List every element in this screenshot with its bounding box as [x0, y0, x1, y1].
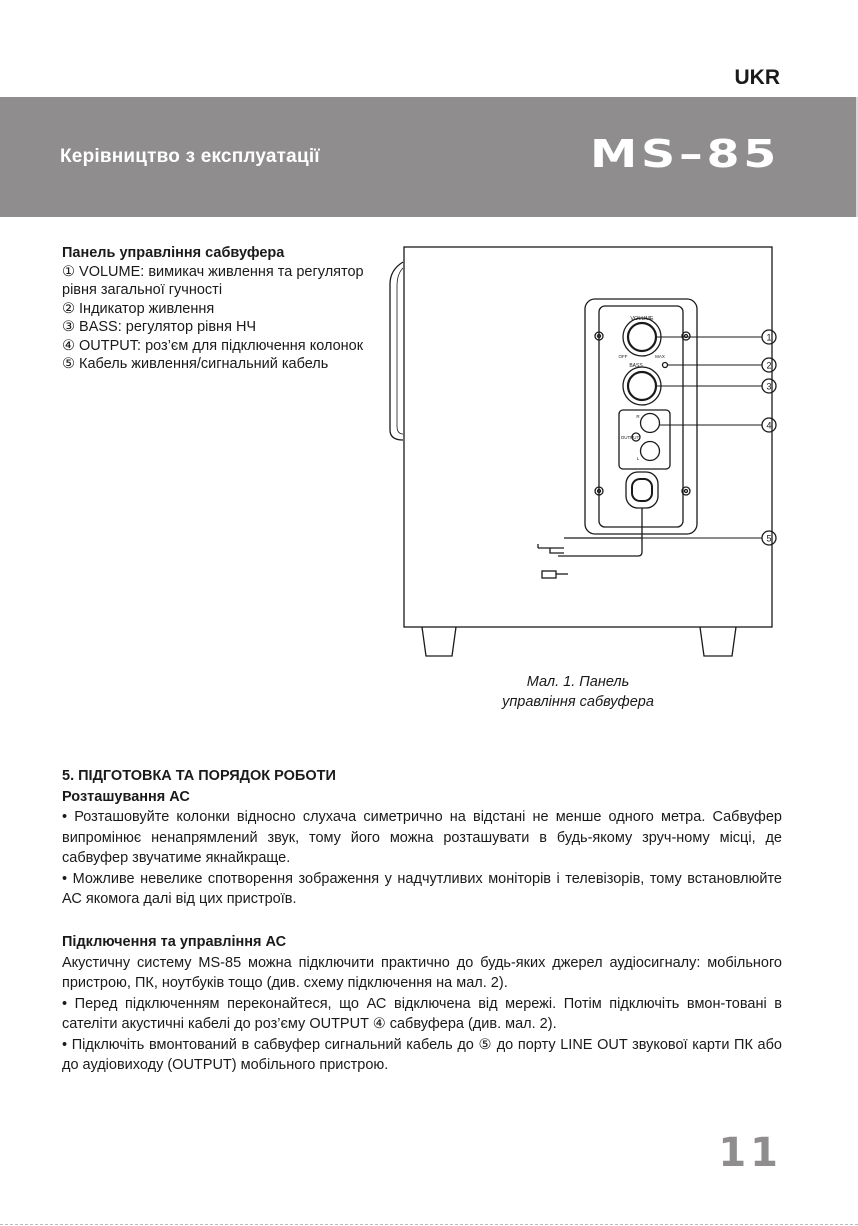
callout-5-number: 5 — [766, 533, 772, 544]
l-label: L — [636, 456, 640, 461]
off-label: OFF — [618, 354, 628, 359]
callout-4-number: 4 — [766, 420, 772, 431]
connection-section — [62, 932, 782, 1076]
output-jack-r — [641, 414, 660, 433]
panel-item-indicator: ② Індикатор живлення — [62, 300, 215, 317]
connection-paragraph-1: Акустичну систему MS-85 можна підключити практично до будь-яких джерел аудіосигналу: мобільного пристрою, ПК, ноутбуків тощо (див. схему підключення на мал. 2). — [62, 954, 782, 991]
r-label: R — [636, 414, 640, 419]
power-signal-cable — [558, 508, 642, 556]
volume-label: VOLUME — [630, 316, 654, 322]
subwoofer-panel-figure — [388, 244, 788, 664]
figure-caption — [470, 672, 686, 712]
caption-line-2: управління сабвуфера — [502, 694, 654, 710]
cabinet-side-edge — [390, 262, 403, 440]
section-5 — [62, 766, 782, 910]
audio-plug-icon — [538, 544, 564, 553]
usb-plug-icon — [542, 571, 556, 578]
panel-item-bass: ③ BASS: регулятор рівня НЧ — [62, 319, 257, 335]
panel-item-cable: ⑤ Кабель живлення/сигнальний кабель — [62, 356, 329, 372]
cabinet-body — [404, 247, 772, 627]
model-name: MS–85 — [589, 132, 780, 176]
cabinet-foot-left — [422, 627, 456, 656]
callout-3-number: 3 — [766, 381, 772, 392]
language-label: UKR — [734, 66, 780, 89]
cable-grommet — [626, 472, 658, 508]
callout-1-number: 1 — [766, 332, 772, 343]
connection-paragraph-2: • Перед підключенням переконайтеся, що АС відключена від мережі. Потім підключіть вмон-товані в сателіти акустичні кабелі до роз’єму OUTPUT ④ сабвуфера (див. мал. 2). — [62, 995, 782, 1032]
panel-item-volume: ① VOLUME: вимикач живлення та регулятор рівня загальної гучності — [62, 263, 364, 298]
panel-heading: Панель управління сабвуфера — [62, 245, 285, 261]
placement-title: Розташування АС — [62, 788, 190, 805]
manual-title: Керівництво з експлуатації — [60, 146, 320, 167]
callout-2-number: 2 — [766, 360, 772, 371]
power-indicator-icon — [663, 363, 668, 368]
control-plate — [585, 299, 697, 534]
placement-paragraph-2: • Можливе невелике спотворення зображення у надчутливих моніторів і телевізорів, тому встановлюйте АС якомога далі від цих пристроїв. — [62, 870, 782, 907]
bass-label: BASS — [629, 363, 643, 369]
output-label: OUTPUT — [620, 435, 640, 440]
cabinet-foot-right — [700, 627, 736, 656]
output-jack-l — [641, 442, 660, 461]
connection-paragraph-3: • Підключіть вмонтований в сабвуфер сигнальний кабель до ⑤ до порту LINE OUT звукової карти ПК або до аудіовиходу (OUTPUT) мобільного пристрою. — [62, 1036, 782, 1073]
section-5-title: 5. ПІДГОТОВКА ТА ПОРЯДОК РОБОТИ — [62, 768, 336, 784]
max-label: MAX — [655, 354, 665, 359]
panel-description — [62, 244, 382, 374]
placement-paragraph-1: • Розташовуйте колонки відносно слухача симетрично на відстані не менше одного метра. Сабвуфер випромінює ненапрямлений звук, тому його можна розташувати в будь-якому зруч-ному місці, де сабвуфер звучатиме якнайкраще. — [62, 809, 782, 866]
page-number: 11 — [718, 1130, 782, 1176]
caption-line-1: Мал. 1. Панель — [526, 674, 630, 690]
panel-item-output: ④ OUTPUT: роз’єм для підключення колонок — [62, 337, 364, 354]
connection-title: Підключення та управління АС — [62, 934, 287, 950]
